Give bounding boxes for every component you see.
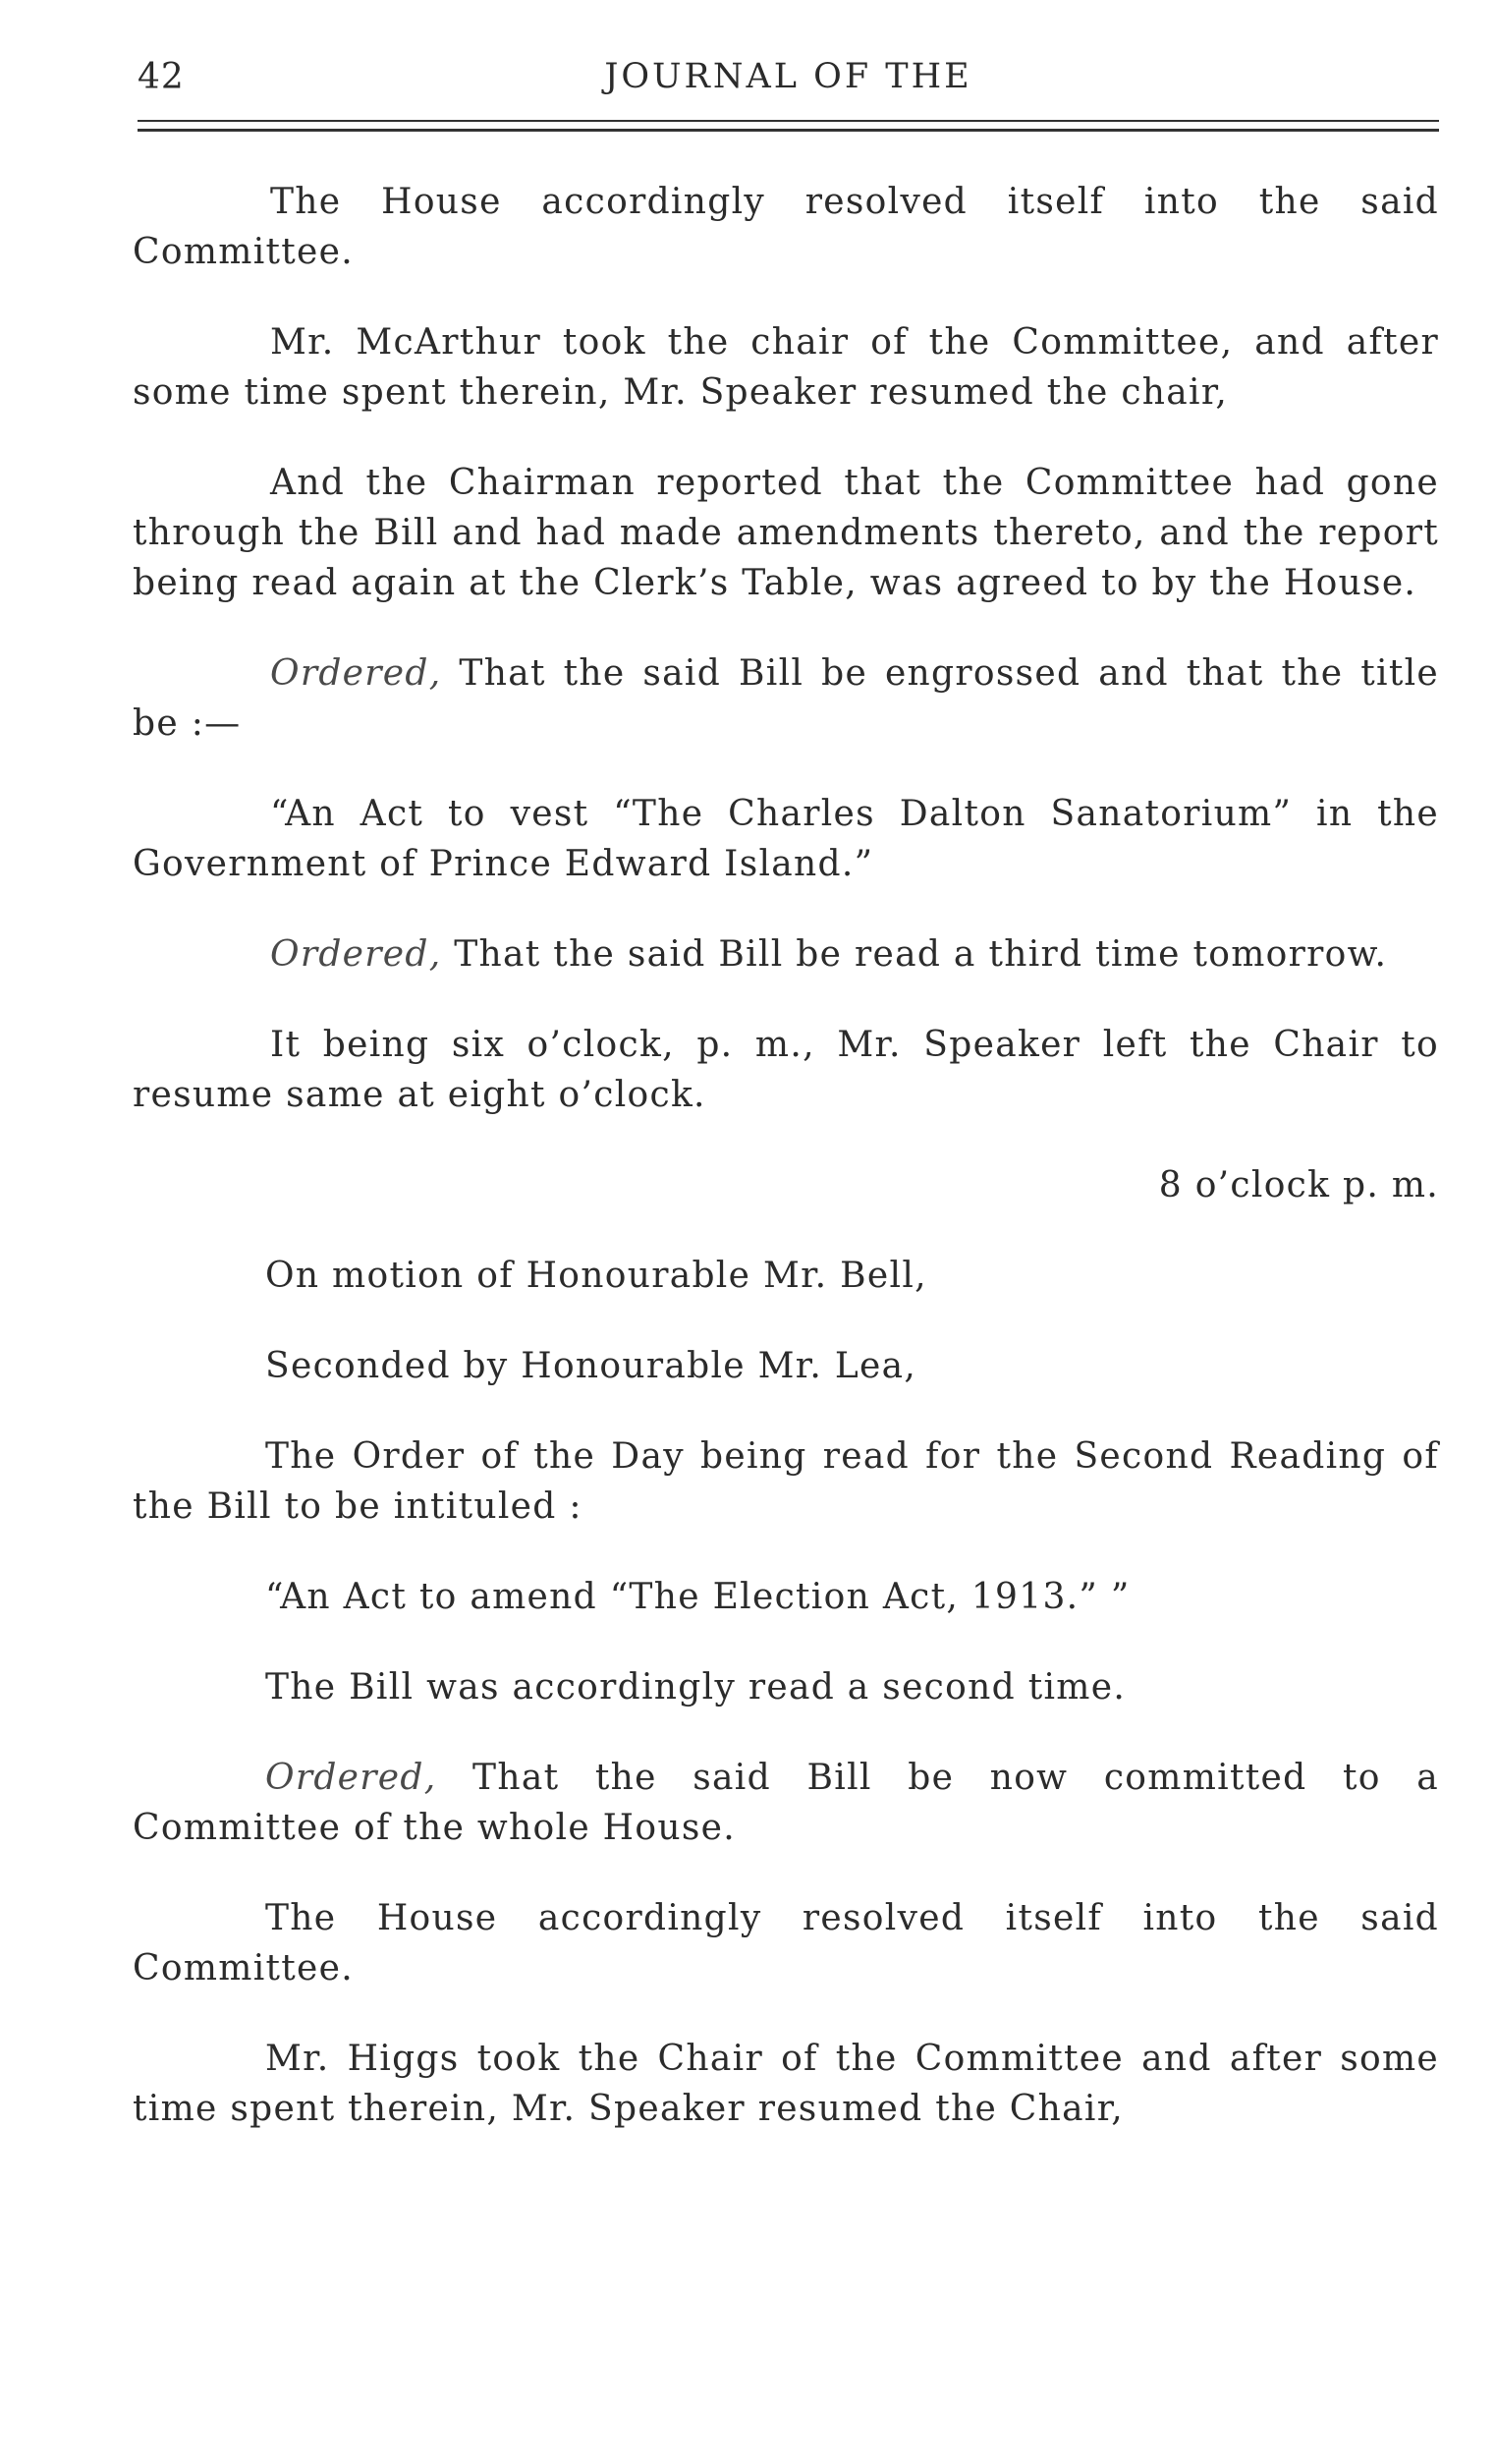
running-head: JOURNAL OF THE	[604, 57, 972, 96]
paragraph-ordered-engrossed: Ordered, That the said Bill be engrossed and that the title be :—	[133, 653, 1439, 744]
paragraph-higgs-chair: Mr. Higgs took the Chair of the Committee and after some time spent therein, Mr. Speaker resumed the Chair,	[133, 2039, 1439, 2129]
paragraph-motion-bell: On motion of Honourable Mr. Bell,	[265, 1256, 927, 1296]
page-header	[138, 57, 1439, 106]
ordered-label: Ordered,	[270, 653, 442, 694]
paragraph-ordered-committed: Ordered, That the said Bill be now committed to a Committee of the whole House.	[133, 1758, 1439, 1848]
header-rule-bottom	[138, 129, 1439, 132]
paragraph-act-title-election: “An Act to amend “The Election Act, 1913.” ”	[265, 1577, 1131, 1617]
paragraph-ordered-third-reading: Ordered, That the said Bill be read a third time tomorrow.	[270, 934, 1388, 975]
paragraph-second-reading: The Bill was accordingly read a second time.	[265, 1667, 1127, 1708]
page-number: 42	[138, 57, 185, 97]
paragraph-act-title-sanatorium: “An Act to vest “The Charles Dalton Sanatorium” in the Government of Prince Edward Island.”	[133, 794, 1439, 884]
header-rule-top	[138, 120, 1439, 122]
paragraph-order-of-day: The Order of the Day being read for the Second Reading of the Bill to be intituled :	[133, 1436, 1439, 1527]
paragraph-seconded-lea: Seconded by Honourable Mr. Lea,	[265, 1346, 917, 1386]
paragraph-six-oclock: It being six o’clock, p. m., Mr. Speaker left the Chair to resume same at eight o’clock.	[133, 1025, 1439, 1115]
paragraph-committee-resolved-2: The House accordingly resolved itself into the said Committee.	[133, 1898, 1439, 1988]
paragraph-chairman-reported: And the Chairman reported that the Committee had gone through the Bill and had made amendments thereto, and the report being read again at the Clerk’s Table, was agreed to by the House.	[133, 463, 1439, 603]
time-stamp-eight-oclock: 8 o’clock p. m.	[1158, 1165, 1439, 1205]
paragraph-mcarthur-chair: Mr. McArthur took the chair of the Committee, and after some time spent therein, Mr. Speaker resumed the chair,	[133, 322, 1439, 413]
ordered-label: Ordered,	[265, 1758, 437, 1798]
journal-body	[133, 177, 1439, 2174]
paragraph-committee-resolved: The House accordingly resolved itself into the said Committee.	[133, 182, 1439, 272]
ordered-label: Ordered,	[270, 934, 442, 975]
